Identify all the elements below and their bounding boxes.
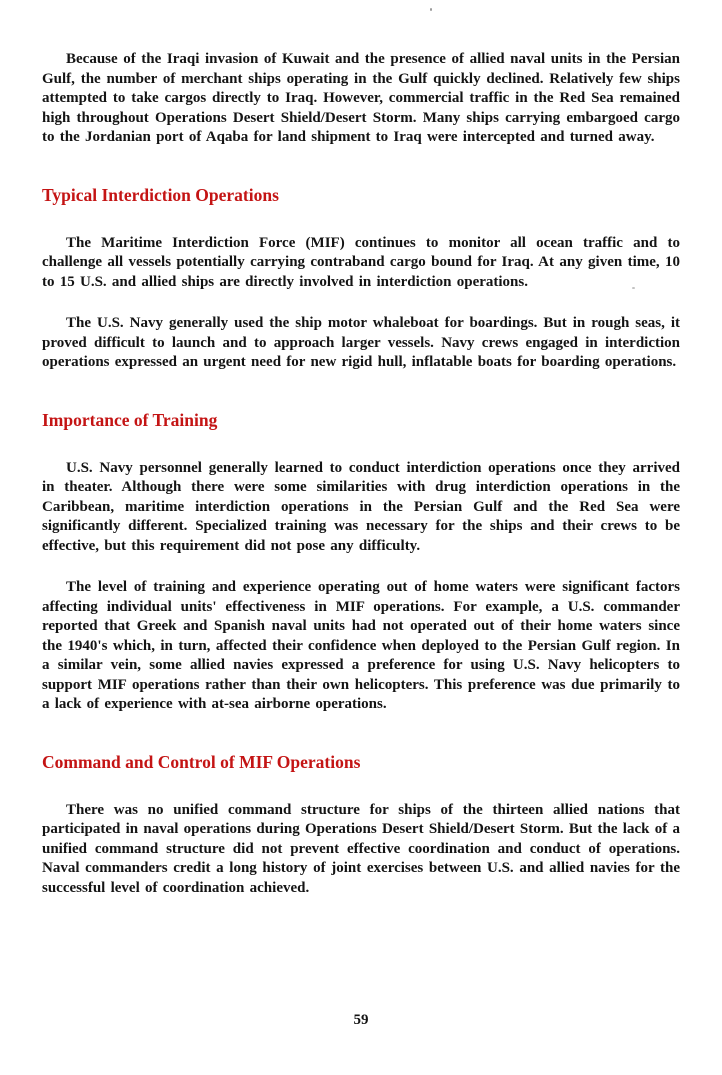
paragraph: The U.S. Navy generally used the ship motor whaleboat for boardings. But in rough seas, it proved difficult to launch and to approach larger vessels. Navy crews engaged in interdiction operations expressed an urgent need for new rigid hull, inflatable boats for boarding operations. xyxy=(42,315,680,370)
section-heading-typical-interdiction-operations: Typical Interdiction Operations xyxy=(42,184,279,205)
scan-speckle xyxy=(430,8,432,11)
paragraph: U.S. Navy personnel generally learned to conduct interdiction operations once they arrived in theater. Although there were some similarities with drug interdiction operations in the Caribbean, maritime interdiction operations in the Persian Gulf and the Red Sea were significantly different. Specialized training was necessary for the ships and their crews to be effective, but this requirement did not pose any difficulty. xyxy=(42,459,680,554)
paragraph: The level of training and experience operating out of home waters were significant factors affecting individual units' effectiveness in MIF operations. For example, a U.S. commander reported that Greek and Spanish naval units had not operated out of their home waters since the 1940's which, in turn, affected their confidence when deployed to the Persian Gulf region. In a similar vein, some allied navies expressed a preference for using U.S. Navy helicopters to support MIF operations rather than their own helicopters. This preference was due primarily to a lack of experience with at-sea airborne operations. xyxy=(42,579,680,712)
section-heading-command-and-control-of-mif-operations: Command and Control of MIF Operations xyxy=(42,751,361,772)
paragraph: The Maritime Interdiction Force (MIF) continues to monitor all ocean traffic and to challenge all vessels potentially carrying contraband cargo bound for Iraq. At any given time, 10 to 15 U.S. and allied ships are directly involved in interdiction operations. xyxy=(42,234,680,290)
paragraph: There was no unified command structure for ships of the thirteen allied nations that participated in naval operations during Operations Desert Shield/Desert Storm. But the lack of a unified command structure did not prevent effective coordination and conduct of operations. Naval commanders credit a long history of joint exercises between U.S. and allied navies for the successful level of coordination achieved. xyxy=(42,801,680,896)
intro-paragraph: Because of the Iraqi invasion of Kuwait and the presence of allied naval units in the Persian Gulf, the number of merchant ships operating in the Gulf quickly declined. Relatively few ships attempted to take cargos directly to Iraq. However, commercial traffic in the Red Sea remained high throughout Operations Desert Shield/Desert Storm. Many ships carrying embargoed cargo to the Jordanian port of Aqaba for land shipment to Iraq were intercepted and turned away. xyxy=(42,51,680,145)
scan-speckle xyxy=(632,287,635,289)
section-heading-importance-of-training: Importance of Training xyxy=(42,409,218,430)
page-number: 59 xyxy=(353,1012,369,1028)
